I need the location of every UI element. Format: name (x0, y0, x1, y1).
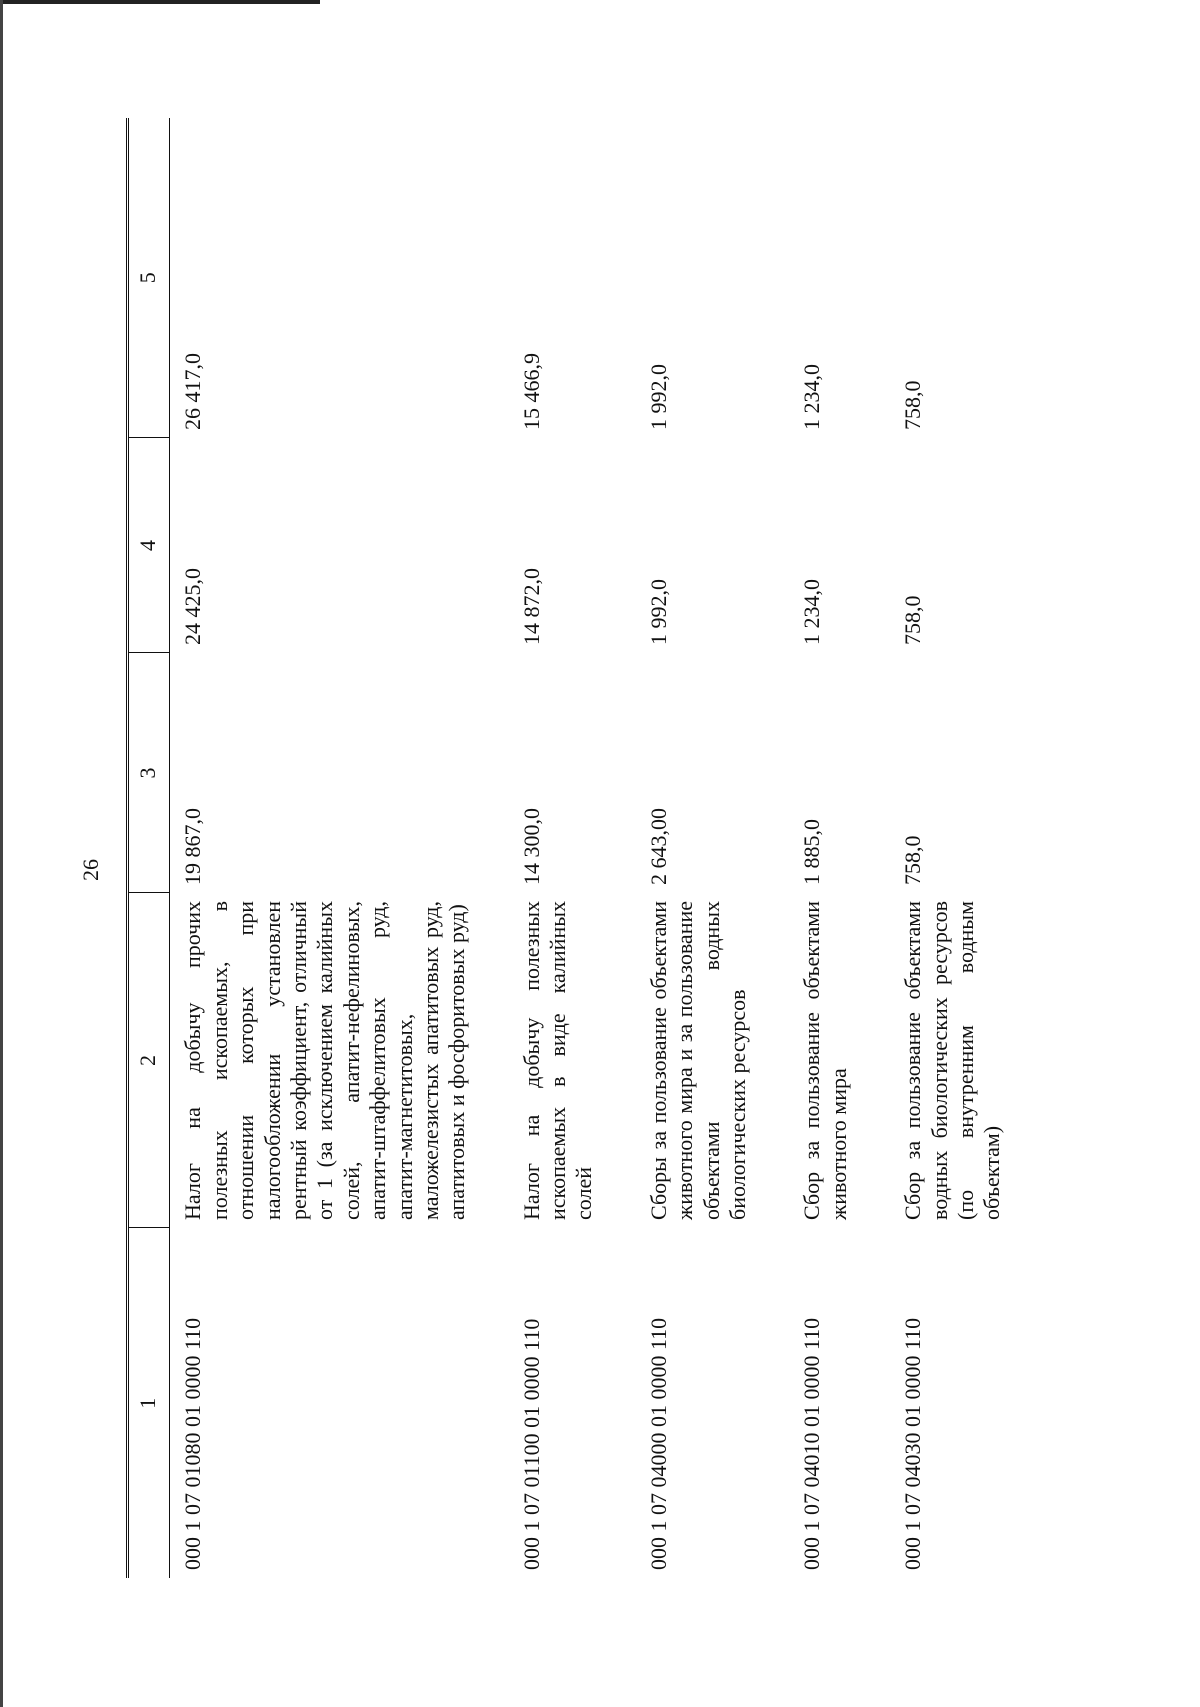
table-row (170, 118, 509, 1578)
table-header-row (129, 118, 170, 1578)
header-col-1: 1 (129, 1228, 170, 1578)
row-name: Сборы за пользование объектами животного мира и за пользование объектами водных биологических ресурсов (645, 901, 751, 1220)
row-value-col3: 2 643,00 (645, 808, 671, 885)
header-col-5: 5 (129, 118, 170, 438)
budget-table (128, 118, 1044, 1578)
row-code: 000 1 07 01080 01 0000 110 (180, 1317, 206, 1570)
row-value-col5: 15 466,9 (518, 353, 544, 430)
header-col-3: 3 (129, 653, 170, 893)
scan-edge-top (0, 0, 320, 4)
scan-edge-left (0, 0, 3, 1707)
row-value-col5: 1 234,0 (799, 364, 825, 430)
row-code: 000 1 07 04010 01 0000 110 (799, 1317, 825, 1570)
row-value-col5: 26 417,0 (180, 353, 206, 430)
row-name: Сбор за пользование объектами животного мира (799, 901, 851, 1220)
header-col-2: 2 (129, 893, 170, 1228)
row-name: Налог на добычу полезных ископаемых в виде калийных солей (518, 901, 597, 1220)
table-row (789, 118, 890, 1578)
row-value-col3: 14 300,0 (518, 808, 544, 885)
table-row (636, 118, 790, 1578)
table-top-border (126, 118, 127, 1578)
row-name: Налог на добычу прочих полезных ископаемых, в отношении которых при налогообложении установлен рентный коэффициент, отличный от 1 (за исключением калийных солей, апатит-нефелиновых, апатит-штаффелитовых руд, апатит-магнетитовых, маложелезистых апатитовых руд, апатитовых и фосфоритовых руд) (180, 901, 470, 1220)
row-value-col3: 758,0 (900, 835, 926, 885)
row-value-col4: 24 425,0 (180, 568, 206, 645)
table-row (509, 118, 636, 1578)
row-value-col3: 1 885,0 (799, 819, 825, 885)
row-value-col5: 1 992,0 (645, 364, 671, 430)
rotated-page (50, 90, 1160, 1650)
row-code: 000 1 07 04000 01 0000 110 (645, 1317, 671, 1570)
row-value-col4: 1 234,0 (799, 579, 825, 645)
row-code: 000 1 07 01100 01 0000 110 (518, 1318, 544, 1570)
table-row (890, 118, 1044, 1578)
row-value-col5: 758,0 (900, 380, 926, 430)
row-value-col3: 19 867,0 (180, 808, 206, 885)
row-name: Сбор за пользование объектами водных биологических ресурсов (по внутренним водным объектам) (900, 901, 1005, 1220)
row-code: 000 1 07 04030 01 0000 110 (900, 1317, 926, 1570)
header-col-4: 4 (129, 438, 170, 653)
row-value-col4: 14 872,0 (518, 568, 544, 645)
page-number: 26 (78, 859, 103, 881)
row-value-col4: 1 992,0 (645, 579, 671, 645)
row-value-col4: 758,0 (900, 595, 926, 645)
